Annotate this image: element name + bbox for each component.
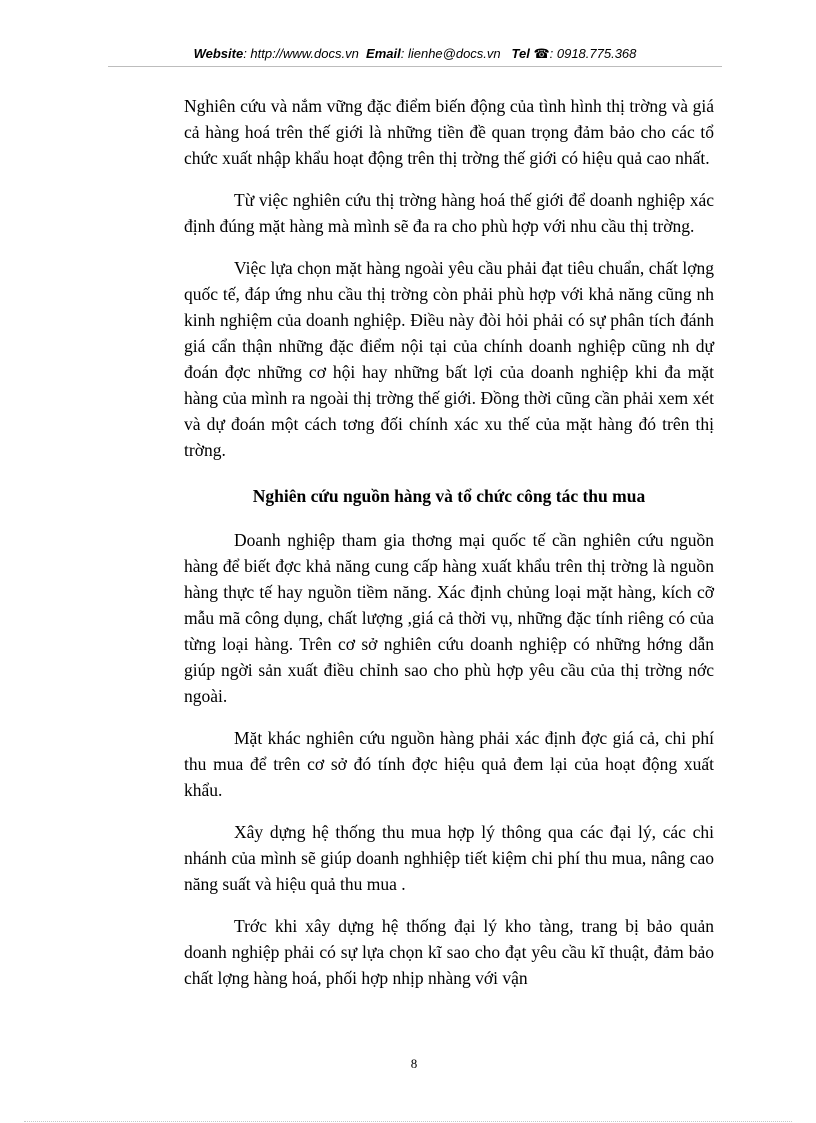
body-paragraph: Việc lựa chọn mặt hàng ngoài yêu cầu phải đạt tiêu chuẩn, chất lợng quốc tế, đáp ứng nhu cầu thị trờng còn phải phù hợp với khả năng cũng nh kinh nghiệm của doanh nghiệp. Điều này đòi hỏi phải có sự phân tích đánh giá cẩn thận những đặc điểm nội tại của chính doanh nghiệp cũng nh dự đoán đợc những cơ hội hay những bất lợi của doanh nghiệp khi đa mặt hàng của mình ra ngoài thị trờng thế giới. Đồng thời cũng cần phải xem xét và dự đoán một cách tơng đối chính xác xu thế của mặt hàng đó trên thị trờng. — [184, 258, 714, 460]
body-paragraph: Doanh nghiệp tham gia thơng mại quốc tế cần nghiên cứu nguồn hàng để biết đợc khả năng cung cấp hàng xuất khẩu trên thị trờng là nguồn hàng thực tế hay nguồn tiềm năng. Xác định chủng loại mặt hàng, kích cỡ mẫu mã công dụng, chất lượng ,giá cả thời vụ, những đặc tính riêng có của từng loại hàng. Trên cơ sở nghiên cứu doanh nghiệp có những hớng dẫn giúp ngời sản xuất điều chỉnh sao cho phù hợp yêu cầu của thị trờng nớc ngoài. — [184, 530, 714, 706]
website-value: : http://www.docs.vn — [243, 46, 359, 61]
section-heading: Nghiên cứu nguồn hàng và tổ chức công tác thu mua — [252, 486, 646, 506]
phone-icon: ☎ — [533, 46, 550, 61]
page-number: 8 — [410, 1056, 418, 1071]
email-value: : lienhe@docs.vn — [400, 46, 501, 61]
email-label: Email — [366, 46, 401, 61]
body-paragraph: Mặt khác nghiên cứu nguồn hàng phải xác định đợc giá cả, chi phí thu mua để trên cơ sở đó tính đợc hiệu quả đem lại của hoạt động xuất khẩu. — [184, 728, 714, 800]
body-paragraph: Nghiên cứu và nắm vững đặc điểm biến động của tình hình thị trờng và giá cả hàng hoá trên thế giới là những tiền đề quan trọng đảm bảo cho các tổ chức xuất nhập khẩu hoạt động trên thị trờng thế giới có hiệu quả cao nhất. — [184, 96, 714, 168]
tel-value: : 0918.775.368 — [549, 46, 637, 61]
page-body — [184, 93, 714, 1007]
body-paragraph: Xây dựng hệ thống thu mua hợp lý thông qua các đại lý, các chi nhánh của mình sẽ giúp doanh nghhiệp tiết kiệm chi phí thu mua, nâng cao năng suất và hiệu quả thu mua . — [184, 822, 714, 894]
header-divider — [108, 66, 722, 67]
tel-label: Tel — [511, 46, 530, 61]
page-bottom-divider — [24, 1121, 792, 1122]
body-paragraph: Trớc khi xây dựng hệ thống đại lý kho tàng, trang bị bảo quản doanh nghiệp phải có sự lựa chọn kĩ sao cho đạt yêu cầu kĩ thuật, đảm bảo chất lợng hàng hoá, phối hợp nhịp nhàng với vận — [184, 916, 714, 988]
body-paragraph: Từ việc nghiên cứu thị trờng hàng hoá thế giới để doanh nghiệp xác định đúng mặt hàng mà mình sẽ đa ra cho phù hợp với nhu cầu thị trờng. — [184, 190, 714, 236]
page-header — [108, 46, 722, 62]
website-label: Website — [193, 46, 244, 61]
